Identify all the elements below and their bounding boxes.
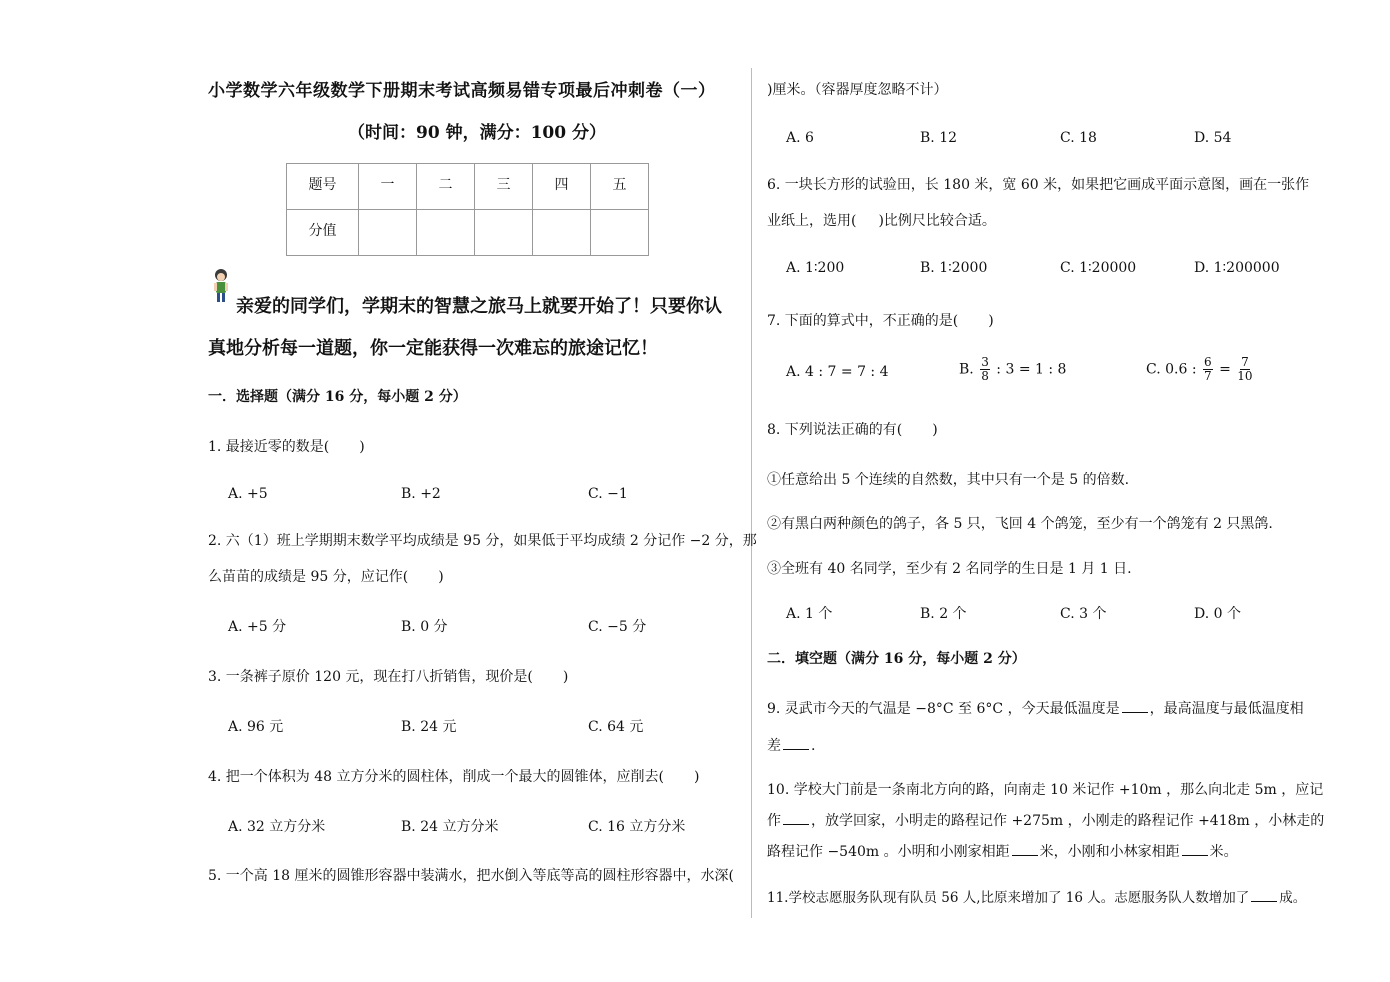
q5-option-a: A. 6 (786, 130, 814, 146)
q4-option-a: A. 32 立方分米 (228, 819, 326, 835)
question-text: 成。 (1279, 890, 1307, 906)
exam-subtitle: （时间：90 钟，满分：100 分） (348, 123, 606, 143)
answer-blank[interactable] (783, 737, 809, 750)
answer-blank[interactable] (783, 812, 809, 825)
question-text: 业纸上，选用( (767, 213, 857, 229)
intro-line-1: 亲爱的同学们，学期末的智慧之旅马上就要开始了！只要你认 (236, 296, 722, 317)
question-4 (208, 766, 699, 786)
q6-option-a: A. 1∶200 (786, 260, 845, 276)
section-1-title: 一．选择题（满分 16 分，每小题 2 分） (208, 389, 467, 405)
table-cell (417, 210, 475, 256)
q8-statement-1: ①任意给出 5 个连续的自然数，其中只有一个是 5 的倍数. (767, 472, 1130, 488)
question-close: ) (693, 769, 700, 785)
question-text: 作 (767, 813, 781, 829)
question-9-line-1 (767, 698, 1304, 718)
question-text: 米。 (1209, 844, 1238, 860)
q6-option-b: B. 1∶2000 (920, 260, 988, 276)
q1-option-c: C. −1 (588, 486, 628, 502)
answer-blank[interactable] (1251, 889, 1277, 902)
question-5-line-2: )厘米。（容器厚度忽略不计） (767, 82, 948, 98)
table-cell: 二 (417, 164, 475, 210)
question-close: ) (562, 669, 569, 685)
q3-option-b: B. 24 元 (401, 719, 457, 735)
intro-line-2: 真地分析每一道题，你一定能获得一次难忘的旅途记忆！ (208, 338, 658, 359)
table-cell (359, 210, 417, 256)
question-9-line-2 (767, 735, 815, 755)
student-mascot-icon (210, 268, 232, 304)
question-text: 差 (767, 738, 781, 754)
fraction: $\frac{7}{10}$ (1237, 355, 1253, 383)
q4-option-c: C. 16 立方分米 (588, 819, 686, 835)
table-cell: 一 (359, 164, 417, 210)
q2-option-c: C. −5 分 (588, 619, 647, 635)
question-close: ) (438, 569, 444, 585)
question-10-line-1: 10. 学校大门前是一条南北方向的路，向南走 10 米记作 +10m ，那么向北走 5m ，应记 (767, 782, 1324, 798)
question-text: 米，小刚和小林家相距 (1039, 844, 1180, 860)
q6-option-c: C. 1∶20000 (1060, 260, 1137, 276)
q8-option-c: C. 3 个 (1060, 606, 1107, 622)
answer-blank[interactable] (1012, 843, 1038, 856)
question-2-line-2 (208, 566, 444, 586)
q8-option-d: D. 0 个 (1194, 606, 1241, 622)
question-text: 3. 一条裤子原价 120 元，现在打八折销售，现价是( (208, 669, 533, 685)
score-table-header-row (287, 164, 649, 210)
q8-option-b: B. 2 个 (920, 606, 967, 622)
q7-option-b (959, 356, 1066, 383)
question-text: ，放学回家，小明走的路程记作 +275m ，小刚走的路程记作 +418m ，小林走的 (811, 813, 1325, 829)
exam-title: 小学数学六年级数学下册期末考试高频易错专项最后冲刺卷（一） (208, 81, 716, 101)
question-text: . (811, 738, 816, 754)
table-cell: 四 (533, 164, 591, 210)
question-text: 7. 下面的算式中，不正确的是( (767, 313, 959, 329)
option-label: C. 0.6 : (1146, 361, 1197, 378)
question-close: ) (988, 313, 994, 329)
table-cell: 分值 (287, 210, 359, 256)
table-cell: 三 (475, 164, 533, 210)
question-text: 路程记作 −540m 。小明和小刚家相距 (767, 844, 1010, 860)
question-close: ) (359, 439, 365, 455)
question-text: 么苗苗的成绩是 95 分，应记作( (208, 569, 409, 585)
question-text: 8. 下列说法正确的有( (767, 422, 903, 438)
question-6-line-2 (767, 210, 996, 230)
question-text: 1. 最接近零的数是( (208, 439, 330, 455)
question-text: 4. 把一个体积为 48 立方分米的圆柱体，削成一个最大的圆锥体，应削去( (208, 769, 664, 785)
q4-option-b: B. 24 立方分米 (401, 819, 499, 835)
q1-option-a: A. +5 (228, 486, 268, 502)
q7-option-a: A. 4 : 7 = 7 : 4 (786, 364, 889, 380)
table-cell (591, 210, 649, 256)
q8-statement-2: ②有黑白两种颜色的鸽子，各 5 只，飞回 4 个鸽笼，至少有一个鸽笼有 2 只黑鸽. (767, 516, 1273, 532)
question-text: 11.学校志愿服务队现有队员 56 人,比原来增加了 16 人。志愿服务队人数增加了 (767, 890, 1250, 906)
table-cell (475, 210, 533, 256)
q6-option-d: D. 1∶200000 (1194, 260, 1280, 276)
question-2-line-1: 2. 六（1）班上学期期末数学平均成绩是 95 分，如果低于平均成绩 2 分记作 −2 分，那 (208, 533, 757, 549)
answer-blank[interactable] (1182, 843, 1208, 856)
q2-option-a: A. +5 分 (228, 619, 287, 635)
score-table-value-row (287, 210, 649, 256)
question-text: ，最高温度与最低温度相 (1149, 701, 1304, 717)
answer-blank[interactable] (1122, 700, 1148, 713)
q5-option-c: C. 18 (1060, 130, 1097, 146)
section-2-title: 二．填空题（满分 16 分，每小题 2 分） (767, 651, 1026, 667)
fraction: $\frac{3}{8}$ (981, 355, 989, 383)
equals-sign: = (1219, 361, 1231, 378)
q3-option-a: A. 96 元 (228, 719, 284, 735)
question-10-line-3 (767, 841, 1238, 861)
question-7 (767, 310, 994, 330)
question-3 (208, 666, 568, 686)
question-close: )比例尺比较合适。 (878, 213, 996, 229)
q8-option-a: A. 1 个 (786, 606, 833, 622)
question-text: 9. 灵武市今天的气温是 −8°C 至 6°C ，今天最低温度是 (767, 701, 1120, 717)
q7-option-c (1146, 356, 1255, 383)
q5-option-d: D. 54 (1194, 130, 1232, 146)
question-6-line-1: 6. 一块长方形的试验田，长 180 米，宽 60 米，如果把它画成平面示意图，画在一张作 (767, 177, 1310, 193)
question-close: ) (932, 422, 938, 438)
question-5-line-1: 5. 一个高 18 厘米的圆锥形容器中装满水，把水倒入等底等高的圆柱形容器中，水深( (208, 868, 734, 884)
table-cell: 五 (591, 164, 649, 210)
question-10-line-2 (767, 810, 1324, 830)
question-1 (208, 436, 365, 456)
q1-option-b: B. +2 (401, 486, 441, 502)
q3-option-c: C. 64 元 (588, 719, 644, 735)
question-11 (767, 886, 1306, 906)
column-divider (751, 68, 752, 918)
table-cell: 题号 (287, 164, 359, 210)
score-table (286, 163, 649, 256)
option-label: B. (959, 361, 974, 378)
q2-option-b: B. 0 分 (401, 619, 448, 635)
table-cell (533, 210, 591, 256)
option-text: : 3 = 1 : 8 (996, 361, 1067, 378)
fraction: $\frac{6}{7}$ (1204, 355, 1212, 383)
q8-statement-3: ③全班有 40 名同学，至少有 2 名同学的生日是 1 月 1 日. (767, 561, 1132, 577)
question-8 (767, 419, 938, 439)
q5-option-b: B. 12 (920, 130, 958, 146)
